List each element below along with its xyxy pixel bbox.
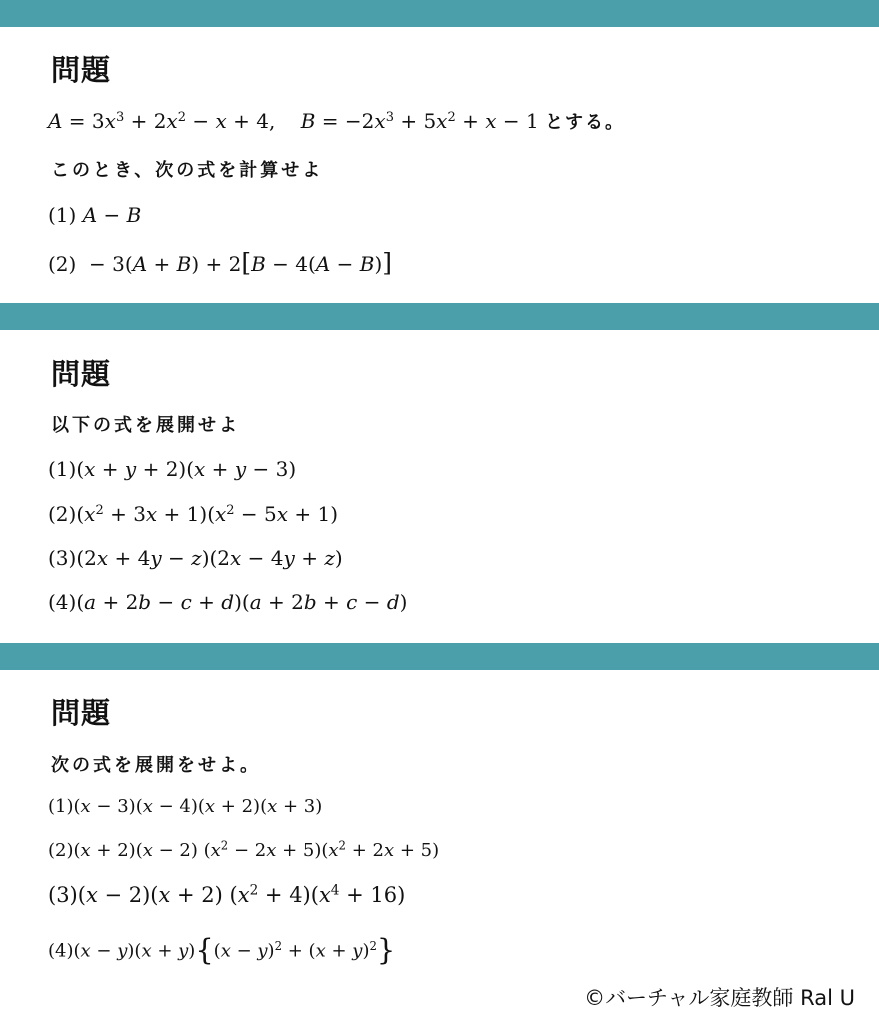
problem-number: (3) bbox=[48, 883, 78, 907]
problem-3: (3)(2x + 4y − z)(2x − 4y + z) bbox=[48, 546, 343, 570]
section-divider-bar bbox=[0, 643, 879, 670]
problem-number: (1) bbox=[48, 203, 77, 227]
instruction-text: 以下の式を展開せよ bbox=[51, 415, 240, 436]
problem-number: (2) bbox=[48, 502, 77, 526]
problem-number: (2) bbox=[48, 840, 74, 861]
given-expressions: $A = 3x^3 + 2x^2 - x + 4$, $B = -2x^3 + 5x^2 + x - 1$ とする。 bbox=[48, 109, 626, 133]
copyright-notice: ©バーチャル家庭教師 Ral U bbox=[584, 986, 855, 1010]
instruction-text: このとき、次の式を計算せよ bbox=[51, 160, 324, 181]
problem-number: (4) bbox=[48, 940, 74, 962]
problem-2: $(2)(x^2 + 3x + 1)(x^2 - 5x + 1)$ bbox=[48, 502, 339, 526]
section-title: 問題 bbox=[51, 696, 112, 730]
problem-number: (3) bbox=[48, 546, 77, 570]
section-divider-bar bbox=[0, 303, 879, 330]
problem-number: (4) bbox=[48, 590, 77, 614]
problem-4: $(4)(x - y)(x + y)\{(x - y)^2 + (x + y)^2\}$ bbox=[48, 933, 396, 967]
instruction-text: 次の式を展開をせよ。 bbox=[51, 755, 261, 776]
problem-number: (1) bbox=[48, 796, 74, 817]
problem-3: (3)(x − 2)(x + 2) $(x^2 + 4)(x^4 + 16)$ bbox=[48, 882, 406, 907]
problem-1: (1) A − B bbox=[48, 203, 142, 227]
problem-number: (2) bbox=[48, 252, 77, 276]
problem-4: (4)(a + 2b − c + d)(a + 2b + c − d) bbox=[48, 590, 408, 614]
section-title: 問題 bbox=[51, 357, 112, 391]
given-suffix: とする。 bbox=[545, 112, 626, 133]
problem-number: (1) bbox=[48, 457, 77, 481]
problem-2: (2) − 3(A + B) + 2[B − 4(A − B)] bbox=[48, 248, 393, 277]
section-divider-bar bbox=[0, 0, 879, 27]
problem-1: (1)(x − 3)(x − 4)(x + 2)(x + 3) bbox=[48, 796, 323, 817]
problem-1: (1)(x + y + 2)(x + y − 3) bbox=[48, 457, 297, 481]
section-title: 問題 bbox=[51, 53, 112, 87]
problem-2: (2)(x + 2)(x − 2) $(x^2 - 2x + 5)(x^2 + 2x + 5)$ bbox=[48, 838, 440, 861]
